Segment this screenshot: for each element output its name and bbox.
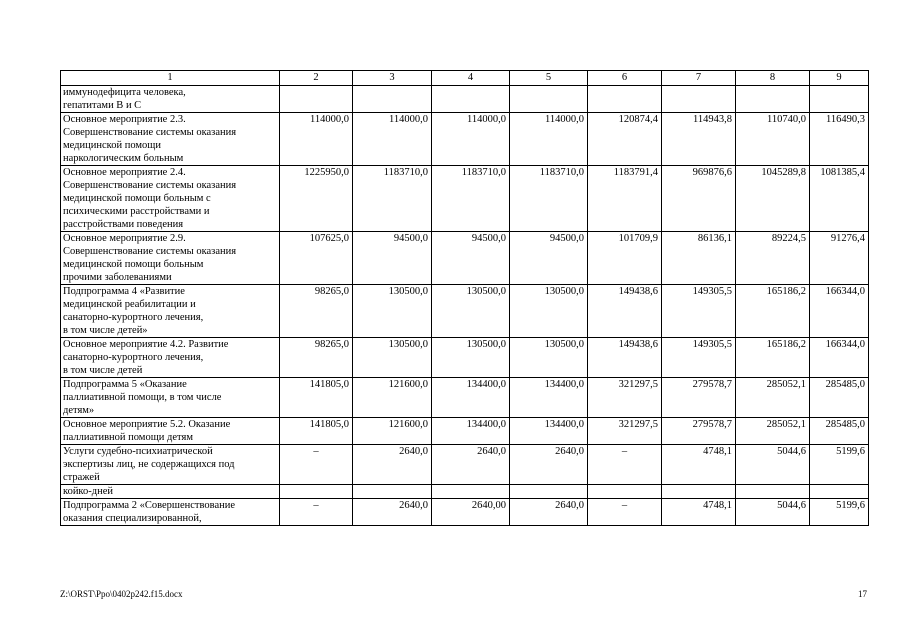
cell-value: 1225950,0 xyxy=(280,166,353,232)
header-row xyxy=(61,71,869,86)
cell-value: 114943,8 xyxy=(662,113,736,166)
row-label: Основное мероприятие 2.4. Совершенствование системы оказания медицинской помощи больным с психическими расстройствами и расстройствами поведения xyxy=(61,166,280,232)
cell-value: 121600,0 xyxy=(353,378,432,418)
cell-value: 5199,6 xyxy=(810,499,869,526)
cell-value: 121600,0 xyxy=(353,418,432,445)
cell-value: 130500,0 xyxy=(510,338,588,378)
cell-value: 120874,4 xyxy=(588,113,662,166)
cell-value: 114000,0 xyxy=(432,113,510,166)
cell-value: 321297,5 xyxy=(588,378,662,418)
cell-value: 116490,3 xyxy=(810,113,869,166)
table-row xyxy=(61,485,869,499)
cell-value: 285485,0 xyxy=(810,418,869,445)
table-row xyxy=(61,86,869,113)
cell-value: 4748,1 xyxy=(662,445,736,485)
col-header: 9 xyxy=(810,71,869,86)
cell-value: 279578,7 xyxy=(662,418,736,445)
cell-value: 98265,0 xyxy=(280,338,353,378)
cell-value: 107625,0 xyxy=(280,232,353,285)
row-label: Подпрограмма 4 «Развитие медицинской реабилитации и санаторно-курортного лечения, в том числе детей» xyxy=(61,285,280,338)
cell-value: 165186,2 xyxy=(736,285,810,338)
col-header: 6 xyxy=(588,71,662,86)
cell-value: 279578,7 xyxy=(662,378,736,418)
cell-value: – xyxy=(280,445,353,485)
cell-value: 285052,1 xyxy=(736,378,810,418)
cell-value xyxy=(353,86,432,113)
col-header: 8 xyxy=(736,71,810,86)
cell-value: 2640,0 xyxy=(432,445,510,485)
cell-value xyxy=(353,485,432,499)
cell-value: 114000,0 xyxy=(353,113,432,166)
cell-value xyxy=(736,86,810,113)
cell-value: 130500,0 xyxy=(432,338,510,378)
cell-value: 149438,6 xyxy=(588,285,662,338)
table-row xyxy=(61,418,869,445)
cell-value xyxy=(588,485,662,499)
cell-value: 969876,6 xyxy=(662,166,736,232)
col-header: 7 xyxy=(662,71,736,86)
table-row xyxy=(61,113,869,166)
cell-value xyxy=(736,485,810,499)
file-path: Z:\ORST\Ppo\0402p242.f15.docx xyxy=(60,589,183,599)
table-row xyxy=(61,499,869,526)
cell-value: 91276,4 xyxy=(810,232,869,285)
row-label: Основное мероприятие 2.9. Совершенствование системы оказания медицинской помощи больным прочими заболеваниями xyxy=(61,232,280,285)
cell-value: 1183710,0 xyxy=(432,166,510,232)
cell-value: 98265,0 xyxy=(280,285,353,338)
col-header: 5 xyxy=(510,71,588,86)
cell-value: – xyxy=(588,499,662,526)
cell-value xyxy=(432,485,510,499)
cell-value: 166344,0 xyxy=(810,338,869,378)
cell-value: 130500,0 xyxy=(353,285,432,338)
cell-value: 5044,6 xyxy=(736,445,810,485)
cell-value: 134400,0 xyxy=(432,418,510,445)
cell-value: 5044,6 xyxy=(736,499,810,526)
cell-value: 165186,2 xyxy=(736,338,810,378)
cell-value: 1183791,4 xyxy=(588,166,662,232)
row-label: Подпрограмма 2 «Совершенствование оказания специализированной, xyxy=(61,499,280,526)
table-row xyxy=(61,285,869,338)
cell-value: 141805,0 xyxy=(280,378,353,418)
cell-value: 94500,0 xyxy=(510,232,588,285)
cell-value: 134400,0 xyxy=(432,378,510,418)
col-header: 2 xyxy=(280,71,353,86)
cell-value: 94500,0 xyxy=(353,232,432,285)
cell-value: 94500,0 xyxy=(432,232,510,285)
cell-value: 134400,0 xyxy=(510,378,588,418)
row-label: Основное мероприятие 4.2. Развитие санаторно-курортного лечения, в том числе детей xyxy=(61,338,280,378)
cell-value: 2640,0 xyxy=(510,445,588,485)
cell-value: 2640,0 xyxy=(510,499,588,526)
table-row xyxy=(61,338,869,378)
cell-value: 1081385,4 xyxy=(810,166,869,232)
cell-value: 110740,0 xyxy=(736,113,810,166)
cell-value: 1183710,0 xyxy=(510,166,588,232)
cell-value: 166344,0 xyxy=(810,285,869,338)
row-label: Подпрограмма 5 «Оказание паллиативной помощи, в том числе детям» xyxy=(61,378,280,418)
cell-value: 2640,0 xyxy=(353,499,432,526)
cell-value: 2640,00 xyxy=(432,499,510,526)
cell-value: – xyxy=(588,445,662,485)
cell-value xyxy=(810,86,869,113)
row-label: Основное мероприятие 5.2. Оказание паллиативной помощи детям xyxy=(61,418,280,445)
cell-value: 285052,1 xyxy=(736,418,810,445)
table-row xyxy=(61,166,869,232)
cell-value: 321297,5 xyxy=(588,418,662,445)
cell-value: 5199,6 xyxy=(810,445,869,485)
table-row xyxy=(61,232,869,285)
cell-value: 149305,5 xyxy=(662,285,736,338)
cell-value xyxy=(280,86,353,113)
cell-value xyxy=(810,485,869,499)
row-label: Основное мероприятие 2.3. Совершенствование системы оказания медицинской помощи наркологическим больным xyxy=(61,113,280,166)
cell-value xyxy=(510,86,588,113)
cell-value: 1183710,0 xyxy=(353,166,432,232)
cell-value xyxy=(432,86,510,113)
col-header: 1 xyxy=(61,71,280,86)
cell-value: 4748,1 xyxy=(662,499,736,526)
cell-value xyxy=(280,485,353,499)
cell-value: 141805,0 xyxy=(280,418,353,445)
cell-value xyxy=(510,485,588,499)
row-label: койко-дней xyxy=(61,485,280,499)
table-row xyxy=(61,378,869,418)
cell-value: 101709,9 xyxy=(588,232,662,285)
cell-value xyxy=(588,86,662,113)
row-label: иммунодефицита человека, гепатитами В и С xyxy=(61,86,280,113)
table-row xyxy=(61,445,869,485)
cell-value: 2640,0 xyxy=(353,445,432,485)
cell-value: 114000,0 xyxy=(510,113,588,166)
col-header: 4 xyxy=(432,71,510,86)
cell-value xyxy=(662,86,736,113)
cell-value: 130500,0 xyxy=(432,285,510,338)
cell-value: 130500,0 xyxy=(353,338,432,378)
cell-value xyxy=(662,485,736,499)
cell-value: 149438,6 xyxy=(588,338,662,378)
cell-value: 149305,5 xyxy=(662,338,736,378)
cell-value: 1045289,8 xyxy=(736,166,810,232)
cell-value: 89224,5 xyxy=(736,232,810,285)
cell-value: – xyxy=(280,499,353,526)
row-label: Услуги судебно-психиатрической экспертизы лиц, не содержащихся под стражей xyxy=(61,445,280,485)
cell-value: 130500,0 xyxy=(510,285,588,338)
budget-table xyxy=(60,70,869,526)
cell-value: 134400,0 xyxy=(510,418,588,445)
cell-value: 86136,1 xyxy=(662,232,736,285)
page-number: 17 xyxy=(858,589,867,599)
col-header: 3 xyxy=(353,71,432,86)
cell-value: 285485,0 xyxy=(810,378,869,418)
cell-value: 114000,0 xyxy=(280,113,353,166)
